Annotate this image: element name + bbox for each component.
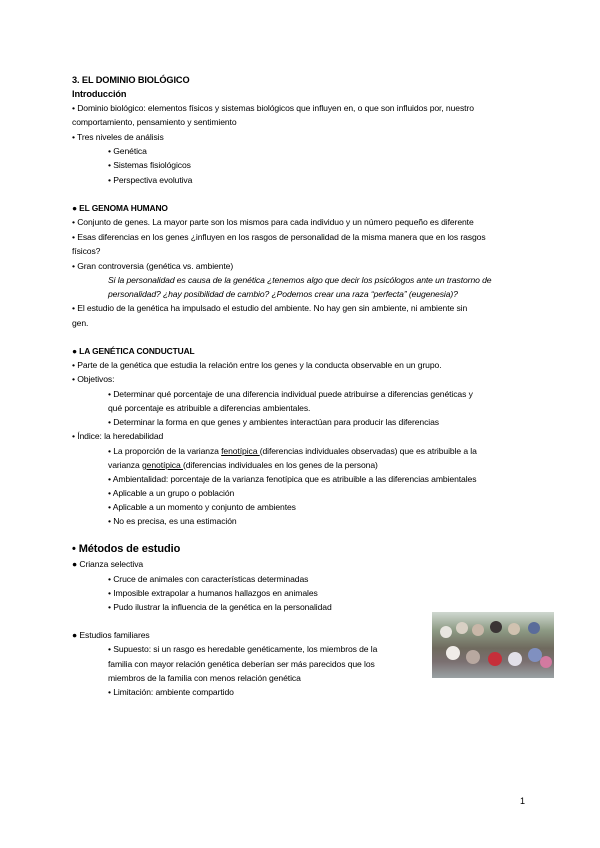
genoma-question-cont: personalidad? ¿hay posibilidad de cambio? ¿Podemos crear una raza “perfecta” (eugenesia)? [108, 289, 458, 299]
text: • La proporción de la varianza [108, 446, 222, 456]
heredabilidad-1-cont [108, 459, 378, 471]
conductual-bullet-3: • Índice: la heredabilidad [72, 431, 164, 441]
crianza-3: • Pudo ilustrar la influencia de la genética en la personalidad [108, 602, 332, 612]
heredabilidad-2: • Ambientalidad: porcentaje de la varianza fenotípica que es atribuible a las diferencias ambientales [108, 474, 477, 484]
underlined-term: genotípica [141, 460, 183, 470]
page-number: 1 [520, 796, 526, 806]
heredabilidad-1 [108, 445, 477, 457]
conductual-heading: ● LA GENÉTICA CONDUCTUAL [72, 346, 195, 356]
chapter-title: 3. EL DOMINIO BIOLÓGICO [72, 75, 190, 85]
crianza-heading: ● Crianza selectiva [72, 559, 144, 569]
heredabilidad-5: • No es precisa, es una estimación [108, 516, 237, 526]
metodos-heading: • Métodos de estudio [72, 543, 181, 555]
genoma-bullet-3: • Gran controversia (genética vs. ambiente) [72, 261, 234, 271]
crianza-2: • Imposible extrapolar a humanos hallazgos en animales [108, 588, 318, 598]
objetivo-1: • Determinar qué porcentaje de una diferencia individual puede atribuirse a diferencias genéticas y [108, 389, 473, 399]
heredabilidad-4: • Aplicable a un momento y conjunto de ambientes [108, 502, 296, 512]
text: (diferencias individuales en los genes de la persona) [182, 460, 378, 470]
genoma-heading: ● EL GENOMA HUMANO [72, 203, 168, 213]
genoma-bullet-1: • Conjunto de genes. La mayor parte son los mismos para cada individuo y un número pequeño es diferente [72, 217, 474, 227]
intro-bullet-2: • Tres niveles de análisis [72, 132, 164, 142]
heredabilidad-3: • Aplicable a un grupo o población [108, 488, 235, 498]
underlined-term: fenotípica [221, 446, 260, 456]
text: varianza [108, 460, 142, 470]
familiares-heading: ● Estudios familiares [72, 630, 150, 640]
familiares-2: • Limitación: ambiente compartido [108, 687, 234, 697]
intro-sub-1: • Genética [108, 146, 147, 156]
intro-sub-2: • Sistemas fisiológicos [108, 160, 191, 170]
conductual-bullet-1: • Parte de la genética que estudia la relación entre los genes y la conducta observable en un grupo. [72, 360, 442, 370]
familiares-1: • Supuesto: si un rasgo es heredable genéticamente, los miembros de la [108, 644, 378, 654]
genoma-question: Si la personalidad es causa de la genética ¿tenemos algo que decir los psicólogos ante un trastorno de [108, 275, 492, 285]
familiares-1-cont2: miembros de la familia con menos relación genética [108, 673, 301, 683]
conductual-bullet-2: • Objetivos: [72, 374, 115, 384]
family-group-photo [432, 612, 554, 678]
intro-heading: Introducción [72, 89, 127, 99]
objetivo-2: • Determinar la forma en que genes y ambientes interactúan para producir las diferencias [108, 417, 439, 427]
intro-sub-3: • Perspectiva evolutiva [108, 175, 193, 185]
crianza-1: • Cruce de animales con características determinadas [108, 574, 309, 584]
familiares-1-cont: familia con mayor relación genética deberían ser más parecidos que los [108, 659, 375, 669]
genoma-bullet-4: • El estudio de la genética ha impulsado el estudio del ambiente. No hay gen sin ambiente, ni ambiente sin [72, 303, 468, 313]
intro-bullet-1: • Dominio biológico: elementos físicos y sistemas biológicos que influyen en, o que son influidos por, nuestro [72, 103, 474, 113]
intro-bullet-1-cont: comportamiento, pensamiento y sentimiento [72, 117, 237, 127]
genoma-bullet-2-cont: físicos? [72, 246, 101, 256]
genoma-bullet-4-cont: gen. [72, 318, 89, 328]
text: (diferencias individuales observadas) que es atribuible a la [259, 446, 477, 456]
genoma-bullet-2: • Esas diferencias en los genes ¿influyen en los rasgos de personalidad de la misma manera que en los rasgos [72, 232, 486, 242]
objetivo-1-cont: qué porcentaje es atribuible a diferencias ambientales. [108, 403, 311, 413]
